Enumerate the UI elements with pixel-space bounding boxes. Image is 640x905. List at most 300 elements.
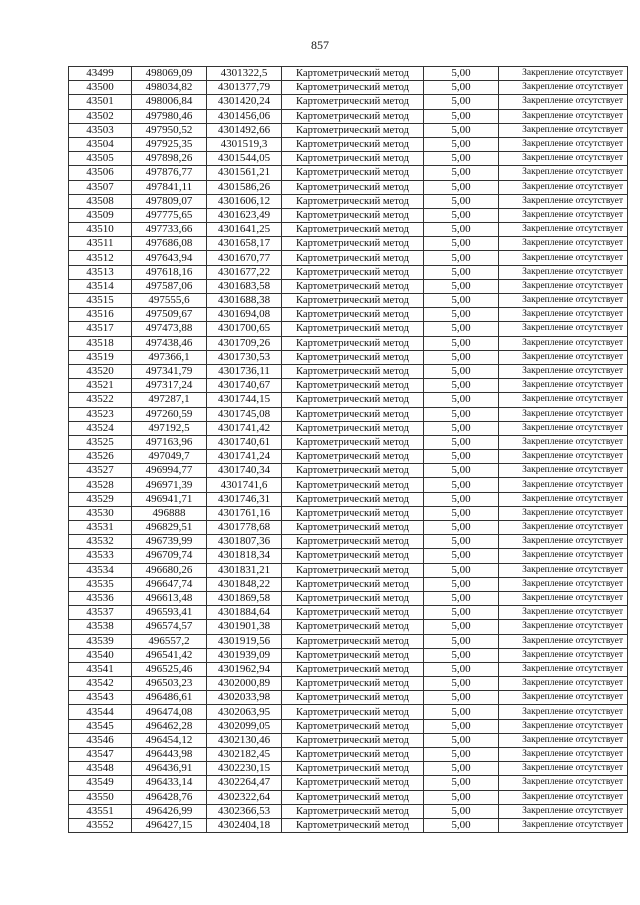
y-coordinate-cell: 4301606,12 bbox=[207, 194, 282, 208]
accuracy-cell: 5,00 bbox=[424, 251, 499, 265]
accuracy-cell: 5,00 bbox=[424, 67, 499, 81]
x-coordinate-cell: 497980,46 bbox=[132, 109, 207, 123]
accuracy-cell: 5,00 bbox=[424, 407, 499, 421]
point-number-cell: 43552 bbox=[69, 818, 132, 832]
point-number-cell: 43509 bbox=[69, 208, 132, 222]
coordinates-table bbox=[68, 66, 628, 833]
method-cell: Картометрический метод bbox=[282, 308, 424, 322]
x-coordinate-cell: 497260,59 bbox=[132, 407, 207, 421]
accuracy-cell: 5,00 bbox=[424, 818, 499, 832]
point-number-cell: 43505 bbox=[69, 152, 132, 166]
fixation-cell: Закрепление отсутствует bbox=[499, 677, 628, 691]
y-coordinate-cell: 4301688,38 bbox=[207, 294, 282, 308]
x-coordinate-cell: 496680,26 bbox=[132, 563, 207, 577]
point-number-cell: 43515 bbox=[69, 294, 132, 308]
method-cell: Картометрический метод bbox=[282, 166, 424, 180]
method-cell: Картометрический метод bbox=[282, 109, 424, 123]
fixation-cell: Закрепление отсутствует bbox=[499, 804, 628, 818]
table-row bbox=[69, 634, 628, 648]
point-number-cell: 43547 bbox=[69, 748, 132, 762]
point-number-cell: 43504 bbox=[69, 137, 132, 151]
x-coordinate-cell: 497775,65 bbox=[132, 208, 207, 222]
y-coordinate-cell: 4301761,16 bbox=[207, 506, 282, 520]
point-number-cell: 43525 bbox=[69, 435, 132, 449]
y-coordinate-cell: 4301623,49 bbox=[207, 208, 282, 222]
method-cell: Картометрический метод bbox=[282, 152, 424, 166]
point-number-cell: 43512 bbox=[69, 251, 132, 265]
fixation-cell: Закрепление отсутствует bbox=[499, 109, 628, 123]
accuracy-cell: 5,00 bbox=[424, 691, 499, 705]
table-row bbox=[69, 322, 628, 336]
table-row bbox=[69, 265, 628, 279]
x-coordinate-cell: 497509,67 bbox=[132, 308, 207, 322]
point-number-cell: 43535 bbox=[69, 577, 132, 591]
y-coordinate-cell: 4302099,05 bbox=[207, 719, 282, 733]
y-coordinate-cell: 4301322,5 bbox=[207, 67, 282, 81]
fixation-cell: Закрепление отсутствует bbox=[499, 152, 628, 166]
y-coordinate-cell: 4302130,46 bbox=[207, 733, 282, 747]
accuracy-cell: 5,00 bbox=[424, 350, 499, 364]
accuracy-cell: 5,00 bbox=[424, 563, 499, 577]
accuracy-cell: 5,00 bbox=[424, 521, 499, 535]
point-number-cell: 43546 bbox=[69, 733, 132, 747]
fixation-cell: Закрепление отсутствует bbox=[499, 662, 628, 676]
fixation-cell: Закрепление отсутствует bbox=[499, 790, 628, 804]
accuracy-cell: 5,00 bbox=[424, 294, 499, 308]
table-row bbox=[69, 81, 628, 95]
method-cell: Картометрический метод bbox=[282, 563, 424, 577]
accuracy-cell: 5,00 bbox=[424, 336, 499, 350]
accuracy-cell: 5,00 bbox=[424, 237, 499, 251]
table-row bbox=[69, 237, 628, 251]
accuracy-cell: 5,00 bbox=[424, 308, 499, 322]
x-coordinate-cell: 497876,77 bbox=[132, 166, 207, 180]
y-coordinate-cell: 4301544,05 bbox=[207, 152, 282, 166]
method-cell: Картометрический метод bbox=[282, 407, 424, 421]
method-cell: Картометрический метод bbox=[282, 521, 424, 535]
point-number-cell: 43522 bbox=[69, 393, 132, 407]
table-row bbox=[69, 294, 628, 308]
method-cell: Картометрический метод bbox=[282, 379, 424, 393]
table-row bbox=[69, 137, 628, 151]
table-row bbox=[69, 308, 628, 322]
table-row bbox=[69, 194, 628, 208]
point-number-cell: 43524 bbox=[69, 421, 132, 435]
point-number-cell: 43527 bbox=[69, 464, 132, 478]
table-row bbox=[69, 478, 628, 492]
table-row bbox=[69, 67, 628, 81]
table-row bbox=[69, 379, 628, 393]
fixation-cell: Закрепление отсутствует bbox=[499, 549, 628, 563]
coordinates-table-body bbox=[69, 67, 628, 833]
fixation-cell: Закрепление отсутствует bbox=[499, 223, 628, 237]
point-number-cell: 43549 bbox=[69, 776, 132, 790]
fixation-cell: Закрепление отсутствует bbox=[499, 606, 628, 620]
point-number-cell: 43539 bbox=[69, 634, 132, 648]
method-cell: Картометрический метод bbox=[282, 464, 424, 478]
x-coordinate-cell: 497809,07 bbox=[132, 194, 207, 208]
table-row bbox=[69, 662, 628, 676]
x-coordinate-cell: 497618,16 bbox=[132, 265, 207, 279]
table-row bbox=[69, 208, 628, 222]
y-coordinate-cell: 4302264,47 bbox=[207, 776, 282, 790]
x-coordinate-cell: 496486,61 bbox=[132, 691, 207, 705]
table-row bbox=[69, 492, 628, 506]
method-cell: Картометрический метод bbox=[282, 719, 424, 733]
method-cell: Картометрический метод bbox=[282, 180, 424, 194]
accuracy-cell: 5,00 bbox=[424, 620, 499, 634]
method-cell: Картометрический метод bbox=[282, 279, 424, 293]
fixation-cell: Закрепление отсутствует bbox=[499, 379, 628, 393]
point-number-cell: 43521 bbox=[69, 379, 132, 393]
table-row bbox=[69, 450, 628, 464]
x-coordinate-cell: 497898,26 bbox=[132, 152, 207, 166]
y-coordinate-cell: 4301420,24 bbox=[207, 95, 282, 109]
point-number-cell: 43531 bbox=[69, 521, 132, 535]
fixation-cell: Закрепление отсутствует bbox=[499, 748, 628, 762]
accuracy-cell: 5,00 bbox=[424, 322, 499, 336]
x-coordinate-cell: 496427,15 bbox=[132, 818, 207, 832]
fixation-cell: Закрепление отсутствует bbox=[499, 506, 628, 520]
accuracy-cell: 5,00 bbox=[424, 180, 499, 194]
x-coordinate-cell: 496443,98 bbox=[132, 748, 207, 762]
method-cell: Картометрический метод bbox=[282, 123, 424, 137]
x-coordinate-cell: 496428,76 bbox=[132, 790, 207, 804]
table-row bbox=[69, 364, 628, 378]
method-cell: Картометрический метод bbox=[282, 677, 424, 691]
x-coordinate-cell: 497049,7 bbox=[132, 450, 207, 464]
table-row bbox=[69, 591, 628, 605]
accuracy-cell: 5,00 bbox=[424, 705, 499, 719]
x-coordinate-cell: 497587,06 bbox=[132, 279, 207, 293]
table-row bbox=[69, 818, 628, 832]
method-cell: Картометрический метод bbox=[282, 762, 424, 776]
fixation-cell: Закрепление отсутствует bbox=[499, 237, 628, 251]
y-coordinate-cell: 4301741,6 bbox=[207, 478, 282, 492]
table-row bbox=[69, 563, 628, 577]
y-coordinate-cell: 4302033,98 bbox=[207, 691, 282, 705]
accuracy-cell: 5,00 bbox=[424, 364, 499, 378]
y-coordinate-cell: 4301778,68 bbox=[207, 521, 282, 535]
method-cell: Картометрический метод bbox=[282, 705, 424, 719]
x-coordinate-cell: 497841,11 bbox=[132, 180, 207, 194]
y-coordinate-cell: 4301741,24 bbox=[207, 450, 282, 464]
method-cell: Картометрический метод bbox=[282, 237, 424, 251]
x-coordinate-cell: 497341,79 bbox=[132, 364, 207, 378]
fixation-cell: Закрепление отсутствует bbox=[499, 563, 628, 577]
method-cell: Картометрический метод bbox=[282, 393, 424, 407]
table-row bbox=[69, 336, 628, 350]
fixation-cell: Закрепление отсутствует bbox=[499, 166, 628, 180]
point-number-cell: 43526 bbox=[69, 450, 132, 464]
point-number-cell: 43533 bbox=[69, 549, 132, 563]
x-coordinate-cell: 497643,94 bbox=[132, 251, 207, 265]
x-coordinate-cell: 496709,74 bbox=[132, 549, 207, 563]
y-coordinate-cell: 4302000,89 bbox=[207, 677, 282, 691]
method-cell: Картометрический метод bbox=[282, 336, 424, 350]
point-number-cell: 43514 bbox=[69, 279, 132, 293]
accuracy-cell: 5,00 bbox=[424, 804, 499, 818]
point-number-cell: 43543 bbox=[69, 691, 132, 705]
fixation-cell: Закрепление отсутствует bbox=[499, 705, 628, 719]
x-coordinate-cell: 497473,88 bbox=[132, 322, 207, 336]
method-cell: Картометрический метод bbox=[282, 691, 424, 705]
x-coordinate-cell: 497366,1 bbox=[132, 350, 207, 364]
point-number-cell: 43518 bbox=[69, 336, 132, 350]
y-coordinate-cell: 4302404,18 bbox=[207, 818, 282, 832]
table-row bbox=[69, 506, 628, 520]
method-cell: Картометрический метод bbox=[282, 265, 424, 279]
accuracy-cell: 5,00 bbox=[424, 776, 499, 790]
x-coordinate-cell: 496888 bbox=[132, 506, 207, 520]
table-row bbox=[69, 152, 628, 166]
accuracy-cell: 5,00 bbox=[424, 677, 499, 691]
point-number-cell: 43548 bbox=[69, 762, 132, 776]
table-row bbox=[69, 109, 628, 123]
method-cell: Картометрический метод bbox=[282, 492, 424, 506]
y-coordinate-cell: 4301658,17 bbox=[207, 237, 282, 251]
table-row bbox=[69, 95, 628, 109]
accuracy-cell: 5,00 bbox=[424, 549, 499, 563]
accuracy-cell: 5,00 bbox=[424, 379, 499, 393]
x-coordinate-cell: 497163,96 bbox=[132, 435, 207, 449]
table-row bbox=[69, 279, 628, 293]
x-coordinate-cell: 496436,91 bbox=[132, 762, 207, 776]
y-coordinate-cell: 4301807,36 bbox=[207, 535, 282, 549]
method-cell: Картометрический метод bbox=[282, 733, 424, 747]
method-cell: Картометрический метод bbox=[282, 450, 424, 464]
x-coordinate-cell: 498034,82 bbox=[132, 81, 207, 95]
method-cell: Картометрический метод bbox=[282, 478, 424, 492]
point-number-cell: 43541 bbox=[69, 662, 132, 676]
fixation-cell: Закрепление отсутствует bbox=[499, 762, 628, 776]
fixation-cell: Закрепление отсутствует bbox=[499, 81, 628, 95]
x-coordinate-cell: 496574,57 bbox=[132, 620, 207, 634]
x-coordinate-cell: 496647,74 bbox=[132, 577, 207, 591]
x-coordinate-cell: 496503,23 bbox=[132, 677, 207, 691]
table-row bbox=[69, 407, 628, 421]
table-row bbox=[69, 223, 628, 237]
accuracy-cell: 5,00 bbox=[424, 123, 499, 137]
point-number-cell: 43544 bbox=[69, 705, 132, 719]
table-row bbox=[69, 350, 628, 364]
method-cell: Картометрический метод bbox=[282, 364, 424, 378]
method-cell: Картометрический метод bbox=[282, 790, 424, 804]
y-coordinate-cell: 4301700,65 bbox=[207, 322, 282, 336]
accuracy-cell: 5,00 bbox=[424, 81, 499, 95]
method-cell: Картометрический метод bbox=[282, 577, 424, 591]
point-number-cell: 43507 bbox=[69, 180, 132, 194]
y-coordinate-cell: 4301919,56 bbox=[207, 634, 282, 648]
x-coordinate-cell: 496593,41 bbox=[132, 606, 207, 620]
accuracy-cell: 5,00 bbox=[424, 648, 499, 662]
accuracy-cell: 5,00 bbox=[424, 790, 499, 804]
y-coordinate-cell: 4301741,42 bbox=[207, 421, 282, 435]
x-coordinate-cell: 496994,77 bbox=[132, 464, 207, 478]
point-number-cell: 43523 bbox=[69, 407, 132, 421]
x-coordinate-cell: 498006,84 bbox=[132, 95, 207, 109]
y-coordinate-cell: 4301377,79 bbox=[207, 81, 282, 95]
table-row bbox=[69, 620, 628, 634]
table-row bbox=[69, 577, 628, 591]
x-coordinate-cell: 496525,46 bbox=[132, 662, 207, 676]
accuracy-cell: 5,00 bbox=[424, 450, 499, 464]
method-cell: Картометрический метод bbox=[282, 549, 424, 563]
method-cell: Картометрический метод bbox=[282, 662, 424, 676]
accuracy-cell: 5,00 bbox=[424, 719, 499, 733]
accuracy-cell: 5,00 bbox=[424, 762, 499, 776]
x-coordinate-cell: 496941,71 bbox=[132, 492, 207, 506]
y-coordinate-cell: 4301869,58 bbox=[207, 591, 282, 605]
fixation-cell: Закрепление отсутствует bbox=[499, 364, 628, 378]
table-row bbox=[69, 804, 628, 818]
point-number-cell: 43530 bbox=[69, 506, 132, 520]
y-coordinate-cell: 4301709,26 bbox=[207, 336, 282, 350]
accuracy-cell: 5,00 bbox=[424, 279, 499, 293]
method-cell: Картометрический метод bbox=[282, 648, 424, 662]
point-number-cell: 43520 bbox=[69, 364, 132, 378]
x-coordinate-cell: 496541,42 bbox=[132, 648, 207, 662]
y-coordinate-cell: 4301740,61 bbox=[207, 435, 282, 449]
accuracy-cell: 5,00 bbox=[424, 166, 499, 180]
table-row bbox=[69, 776, 628, 790]
x-coordinate-cell: 496454,12 bbox=[132, 733, 207, 747]
method-cell: Картометрический метод bbox=[282, 804, 424, 818]
fixation-cell: Закрепление отсутствует bbox=[499, 265, 628, 279]
point-number-cell: 43540 bbox=[69, 648, 132, 662]
fixation-cell: Закрепление отсутствует bbox=[499, 620, 628, 634]
table-row bbox=[69, 606, 628, 620]
accuracy-cell: 5,00 bbox=[424, 137, 499, 151]
y-coordinate-cell: 4301730,53 bbox=[207, 350, 282, 364]
fixation-cell: Закрепление отсутствует bbox=[499, 137, 628, 151]
accuracy-cell: 5,00 bbox=[424, 464, 499, 478]
point-number-cell: 43503 bbox=[69, 123, 132, 137]
point-number-cell: 43528 bbox=[69, 478, 132, 492]
x-coordinate-cell: 496557,2 bbox=[132, 634, 207, 648]
y-coordinate-cell: 4301962,94 bbox=[207, 662, 282, 676]
point-number-cell: 43538 bbox=[69, 620, 132, 634]
method-cell: Картометрический метод bbox=[282, 620, 424, 634]
x-coordinate-cell: 497950,52 bbox=[132, 123, 207, 137]
point-number-cell: 43511 bbox=[69, 237, 132, 251]
point-number-cell: 43516 bbox=[69, 308, 132, 322]
y-coordinate-cell: 4301641,25 bbox=[207, 223, 282, 237]
y-coordinate-cell: 4301818,34 bbox=[207, 549, 282, 563]
fixation-cell: Закрепление отсутствует bbox=[499, 308, 628, 322]
y-coordinate-cell: 4301586,26 bbox=[207, 180, 282, 194]
x-coordinate-cell: 496462,28 bbox=[132, 719, 207, 733]
accuracy-cell: 5,00 bbox=[424, 733, 499, 747]
point-number-cell: 43502 bbox=[69, 109, 132, 123]
method-cell: Картометрический метод bbox=[282, 535, 424, 549]
y-coordinate-cell: 4301744,15 bbox=[207, 393, 282, 407]
y-coordinate-cell: 4301519,3 bbox=[207, 137, 282, 151]
fixation-cell: Закрепление отсутствует bbox=[499, 478, 628, 492]
method-cell: Картометрический метод bbox=[282, 137, 424, 151]
table-row bbox=[69, 549, 628, 563]
fixation-cell: Закрепление отсутствует bbox=[499, 450, 628, 464]
method-cell: Картометрический метод bbox=[282, 591, 424, 605]
table-row bbox=[69, 421, 628, 435]
method-cell: Картометрический метод bbox=[282, 208, 424, 222]
accuracy-cell: 5,00 bbox=[424, 478, 499, 492]
method-cell: Картометрический метод bbox=[282, 776, 424, 790]
y-coordinate-cell: 4301492,66 bbox=[207, 123, 282, 137]
fixation-cell: Закрепление отсутствует bbox=[499, 733, 628, 747]
fixation-cell: Закрепление отсутствует bbox=[499, 648, 628, 662]
y-coordinate-cell: 4302182,45 bbox=[207, 748, 282, 762]
y-coordinate-cell: 4301740,34 bbox=[207, 464, 282, 478]
method-cell: Картометрический метод bbox=[282, 421, 424, 435]
fixation-cell: Закрепление отсутствует bbox=[499, 435, 628, 449]
fixation-cell: Закрепление отсутствует bbox=[499, 464, 628, 478]
table-row bbox=[69, 691, 628, 705]
method-cell: Картометрический метод bbox=[282, 506, 424, 520]
y-coordinate-cell: 4301939,09 bbox=[207, 648, 282, 662]
x-coordinate-cell: 496613,48 bbox=[132, 591, 207, 605]
accuracy-cell: 5,00 bbox=[424, 265, 499, 279]
fixation-cell: Закрепление отсутствует bbox=[499, 279, 628, 293]
table-row bbox=[69, 719, 628, 733]
x-coordinate-cell: 497438,46 bbox=[132, 336, 207, 350]
y-coordinate-cell: 4301831,21 bbox=[207, 563, 282, 577]
fixation-cell: Закрепление отсутствует bbox=[499, 492, 628, 506]
accuracy-cell: 5,00 bbox=[424, 748, 499, 762]
method-cell: Картометрический метод bbox=[282, 194, 424, 208]
x-coordinate-cell: 496426,99 bbox=[132, 804, 207, 818]
table-row bbox=[69, 435, 628, 449]
fixation-cell: Закрепление отсутствует bbox=[499, 350, 628, 364]
y-coordinate-cell: 4301736,11 bbox=[207, 364, 282, 378]
method-cell: Картометрический метод bbox=[282, 251, 424, 265]
accuracy-cell: 5,00 bbox=[424, 208, 499, 222]
fixation-cell: Закрепление отсутствует bbox=[499, 393, 628, 407]
point-number-cell: 43545 bbox=[69, 719, 132, 733]
method-cell: Картометрический метод bbox=[282, 748, 424, 762]
point-number-cell: 43499 bbox=[69, 67, 132, 81]
method-cell: Картометрический метод bbox=[282, 95, 424, 109]
fixation-cell: Закрепление отсутствует bbox=[499, 208, 628, 222]
table-row bbox=[69, 535, 628, 549]
method-cell: Картометрический метод bbox=[282, 606, 424, 620]
table-row bbox=[69, 733, 628, 747]
method-cell: Картометрический метод bbox=[282, 350, 424, 364]
accuracy-cell: 5,00 bbox=[424, 421, 499, 435]
point-number-cell: 43550 bbox=[69, 790, 132, 804]
point-number-cell: 43519 bbox=[69, 350, 132, 364]
method-cell: Картометрический метод bbox=[282, 294, 424, 308]
point-number-cell: 43536 bbox=[69, 591, 132, 605]
table-row bbox=[69, 393, 628, 407]
fixation-cell: Закрепление отсутствует bbox=[499, 776, 628, 790]
accuracy-cell: 5,00 bbox=[424, 577, 499, 591]
accuracy-cell: 5,00 bbox=[424, 109, 499, 123]
table-row bbox=[69, 123, 628, 137]
fixation-cell: Закрепление отсутствует bbox=[499, 322, 628, 336]
x-coordinate-cell: 498069,09 bbox=[132, 67, 207, 81]
x-coordinate-cell: 497317,24 bbox=[132, 379, 207, 393]
method-cell: Картометрический метод bbox=[282, 435, 424, 449]
fixation-cell: Закрепление отсутствует bbox=[499, 294, 628, 308]
fixation-cell: Закрепление отсутствует bbox=[499, 719, 628, 733]
point-number-cell: 43542 bbox=[69, 677, 132, 691]
fixation-cell: Закрепление отсутствует bbox=[499, 67, 628, 81]
point-number-cell: 43532 bbox=[69, 535, 132, 549]
y-coordinate-cell: 4301670,77 bbox=[207, 251, 282, 265]
y-coordinate-cell: 4302063,95 bbox=[207, 705, 282, 719]
fixation-cell: Закрепление отсутствует bbox=[499, 577, 628, 591]
